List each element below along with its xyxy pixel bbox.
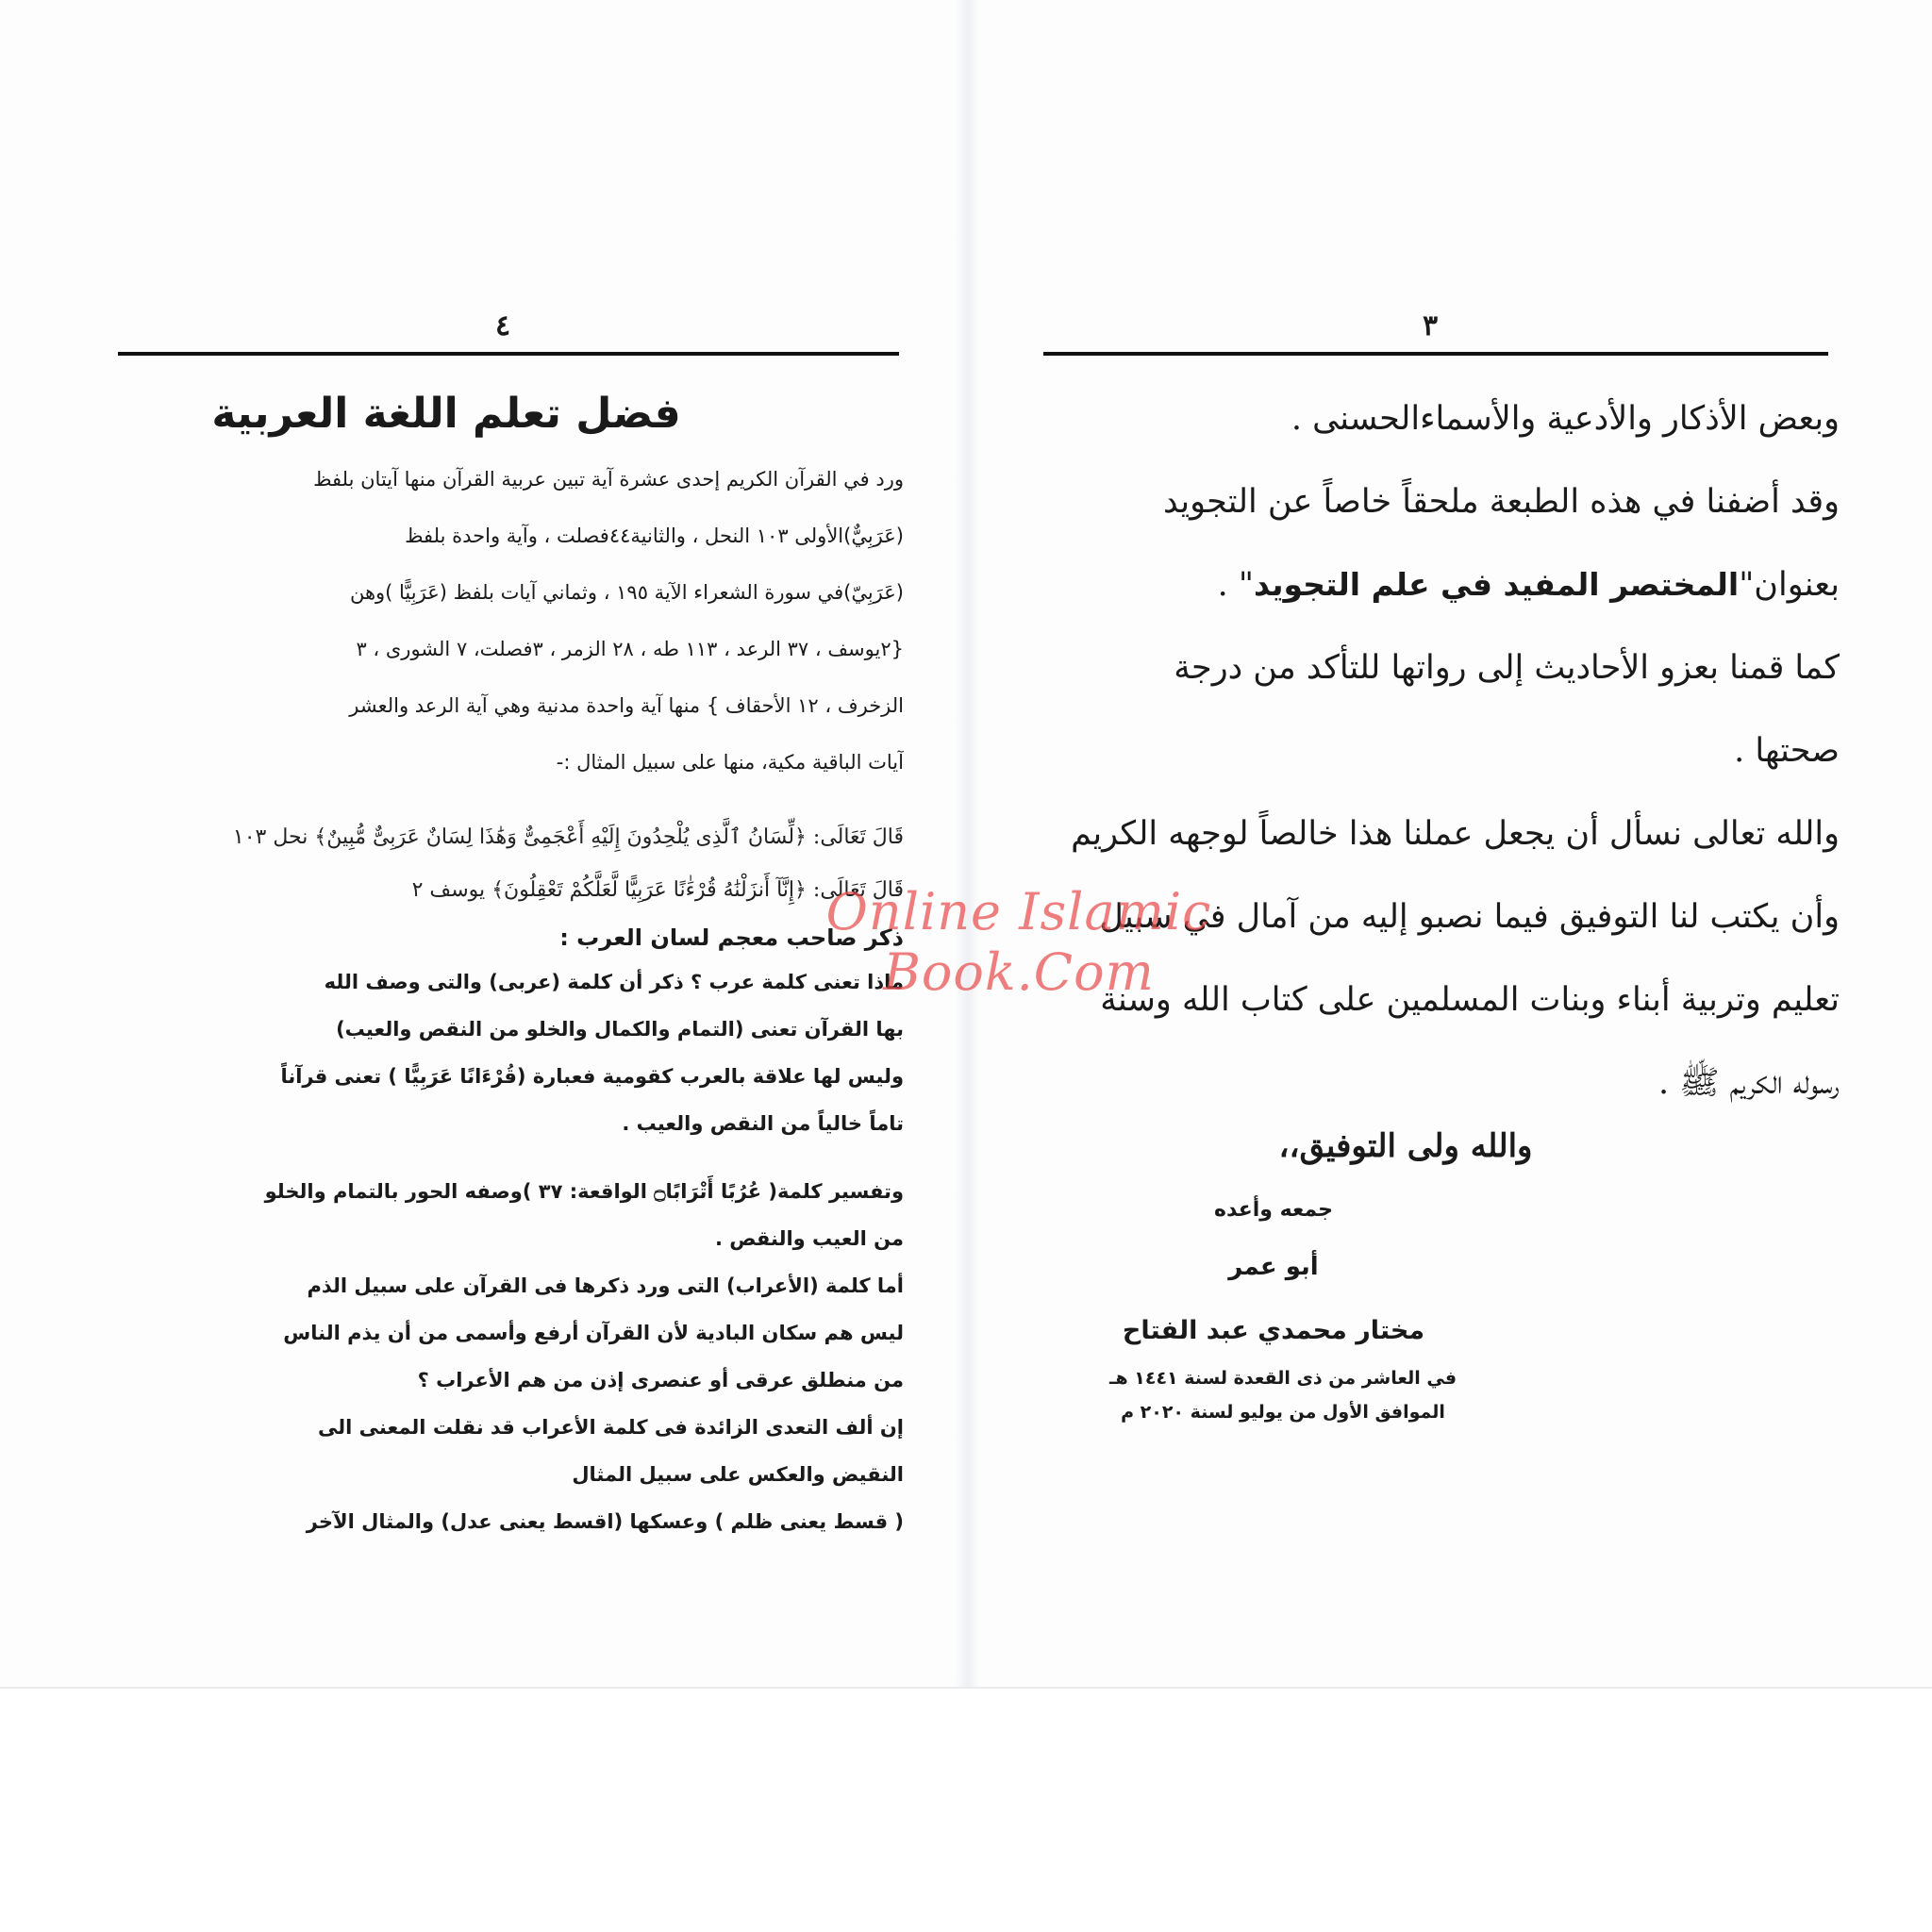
date-gregorian: الموافق الأول من يوليو لسنة ٢٠٢٠ م	[1121, 1402, 1445, 1423]
verse-line: قَالَ تَعَالَى: ﴿إِنَّآ أَنزَلْنَٰهُ قُرْءَٰنًا عَرَبِيًّا لَّعَلَّكُمْ تَعْقِلُونَ﴾ يوسف ٢	[411, 878, 904, 902]
body-line: تعليم وتربية أبناء وبنات المسلمين على كتاب الله وسنة	[1100, 981, 1840, 1019]
dictionary-heading: ذكر صاحب معجم لسان العرب :	[559, 924, 904, 951]
body-line: وأن يكتب لنا التوفيق فيما نصبو إليه من آمال في سبيل	[1099, 898, 1840, 936]
book-gutter	[955, 0, 979, 1689]
closing-line: والله ولى التوفيق،،	[1278, 1127, 1533, 1165]
author-kunya: أبو عمر	[1228, 1253, 1319, 1281]
arab-line: إن ألف التعدى الزائدة فى كلمة الأعراب قد نقلت المعنى الى	[318, 1416, 904, 1439]
watermark-line: Online Islamic	[825, 882, 1212, 941]
intro-line: ورد في القرآن الكريم إحدى عشرة آية تبين عربية القرآن منها آيتان بلفظ	[313, 468, 904, 491]
right-header-rule	[1043, 352, 1828, 356]
watermark-line: Book.Com	[883, 942, 1155, 1002]
arab-line: من منطلق عرقى أو عنصرى إذن من هم الأعراب ؟	[417, 1369, 904, 1391]
dictionary-line: تاماً خالياً من النقص والعيب .	[622, 1112, 904, 1135]
intro-line: (عَرَبِيّ)في سورة الشعراء الآية ١٩٥ ، وثماني آيات بلفظ (عَرَبِيًّا )وهن	[349, 581, 904, 604]
body-line: رسوله الكريم ﷺ .	[1658, 1064, 1840, 1102]
intro-line: آيات الباقية مكية، منها على سبيل المثال :-	[556, 751, 904, 774]
dictionary-line: وليس لها علاقة بالعرب كقومية فعبارة (قُرْءَانًا عَرَبِيًّا ) تعنى قرآناً	[280, 1065, 904, 1088]
arab-paragraph	[102, 1262, 904, 1545]
tafsir-line: وتفسير كلمة( عُرُبًا أَتْرَابًا۝ الواقعة: ٣٧ )وصفه الحور بالتمام والخلو	[264, 1180, 904, 1203]
body-line: كما قمنا بعزو الأحاديث إلى رواتها للتأكد من درجة	[1174, 649, 1840, 687]
watermark	[660, 882, 1377, 1003]
tafsir-paragraph	[102, 1168, 904, 1262]
body-line: وبعض الأذكار والأدعية والأسماءالحسنى .	[1291, 400, 1840, 438]
body-line: صحتها .	[1734, 732, 1840, 770]
spread-bottom-edge	[0, 1687, 1932, 1689]
left-page-number: ٤	[495, 309, 511, 342]
intro-line: {٢يوسف ، ٣٧ الرعد ، ١١٣ طه ، ٢٨ الزمر ، ٣فصلت، ٧ الشورى ، ٣	[356, 638, 904, 660]
title-ref-suffix: " .	[1217, 566, 1255, 604]
arab-line: ( قسط يعنى ظلم ) وعسكها (اقسط يعنى عدل) والمثال الآخر	[306, 1510, 904, 1533]
right-page	[1038, 377, 1840, 1124]
compiled-by: جمعه وأعده	[1214, 1198, 1333, 1222]
appendix-title: المختصر المفيد في علم التجويد	[1254, 566, 1740, 603]
title-ref-prefix: بعنوان"	[1739, 566, 1840, 604]
intro-line: الزخرف ، ١٢ الأحقاف } منها آية واحدة مدنية وهي آية الرعد والعشر	[349, 694, 904, 717]
tafsir-line: من العيب والنقص .	[714, 1227, 904, 1250]
date-hijri: في العاشر من ذى القعدة لسنة ١٤٤١ هـ	[1108, 1368, 1457, 1389]
body-line: والله تعالى نسأل أن يجعل عملنا هذا خالصاً لوجهه الكريم	[1071, 815, 1840, 853]
page-title: فضل تعلم اللغة العربية	[211, 390, 681, 438]
dictionary-line: ماذا تعنى كلمة عرب ؟ ذكر أن كلمة (عربى) والتى وصف الله	[324, 971, 904, 993]
intro-line: (عَرَبِيٌّ)الأولى ١٠٣ النحل ، والثانية٤٤فصلت ، وآية واحدة بلفظ	[405, 525, 904, 547]
body-line: وقد أضفنا في هذه الطبعة ملحقاً خاصاً عن التجويد	[1162, 483, 1840, 521]
arab-line: أما كلمة (الأعراب) التى ورد ذكرها فى القرآن على سبيل الذم	[307, 1274, 904, 1297]
right-page-number: ٣	[1423, 309, 1439, 342]
arab-line: النقيض والعكس على سبيل المثال	[572, 1463, 904, 1486]
verse-line: قَالَ تَعَالَى: ﴿لِّسَانُ ٱلَّذِى يُلْحِدُونَ إِلَيْهِ أَعْجَمِىٌّ وَهَٰذَا لِسَانٌ عَرَبِىٌّ مُّبِينٌ﴾ نحل ١٠٣	[232, 825, 904, 849]
author-name: مختار محمدي عبد الفتاح	[1122, 1316, 1425, 1345]
arab-line: ليس هم سكان البادية لأن القرآن أرفع وأسمى من أن يذم الناس	[283, 1322, 904, 1344]
left-header-rule	[118, 352, 899, 356]
body-line-title-ref	[1038, 543, 1840, 626]
intro-paragraph	[102, 451, 904, 791]
dictionary-line: بها القرآن تعنى (التمام والكمال والخلو من النقص والعيب)	[336, 1018, 904, 1041]
